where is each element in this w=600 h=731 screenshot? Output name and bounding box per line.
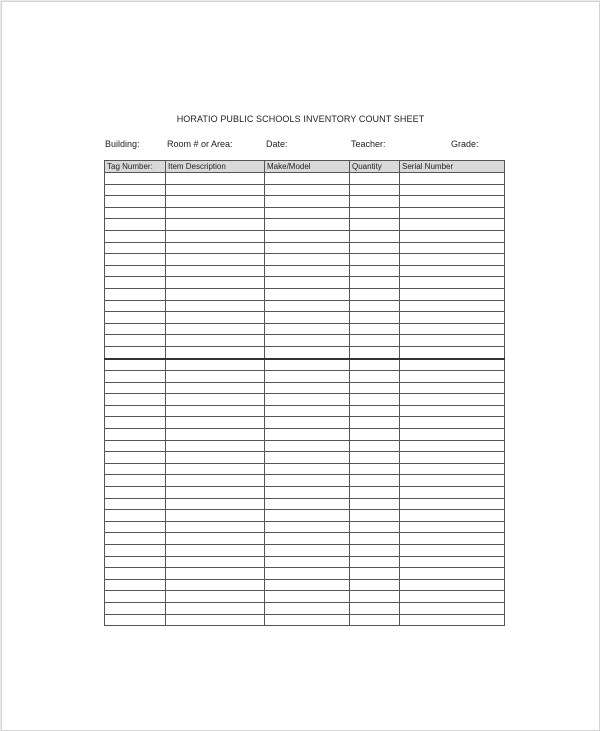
make-model-cell <box>265 184 350 196</box>
tag-number-cell <box>105 405 166 417</box>
make-model-cell <box>265 510 350 522</box>
serial-number-cell <box>400 602 505 614</box>
make-model-cell <box>265 173 350 185</box>
make-model-cell <box>265 463 350 475</box>
table-row <box>105 475 505 487</box>
item-description-cell <box>166 545 265 557</box>
item-description-cell <box>166 288 265 300</box>
make-model-cell <box>265 277 350 289</box>
table-row <box>105 579 505 591</box>
make-model-cell <box>265 230 350 242</box>
quantity-cell <box>350 359 400 371</box>
make-model-cell <box>265 417 350 429</box>
tag-number-cell <box>105 196 166 208</box>
tag-number-cell <box>105 323 166 335</box>
table-row <box>105 602 505 614</box>
table-row <box>105 265 505 277</box>
table-row <box>105 521 505 533</box>
tag-number-cell <box>105 487 166 499</box>
quantity-cell <box>350 429 400 441</box>
make-model-cell <box>265 602 350 614</box>
make-model-cell <box>265 382 350 394</box>
table-row <box>105 591 505 603</box>
make-model-cell <box>265 359 350 371</box>
tag-number-cell <box>105 382 166 394</box>
tag-number-cell <box>105 602 166 614</box>
quantity-cell <box>350 288 400 300</box>
make-model-cell <box>265 475 350 487</box>
table-row <box>105 335 505 347</box>
table-row <box>105 277 505 289</box>
serial-number-cell <box>400 614 505 626</box>
item-description-cell <box>166 265 265 277</box>
serial-number-cell <box>400 230 505 242</box>
item-description-cell <box>166 173 265 185</box>
serial-number-cell <box>400 533 505 545</box>
serial-number-cell <box>400 568 505 580</box>
tag-number-cell <box>105 335 166 347</box>
table-row <box>105 288 505 300</box>
tag-number-cell <box>105 591 166 603</box>
tag-number-cell <box>105 346 166 358</box>
make-model-cell <box>265 429 350 441</box>
tag-number-cell <box>105 521 166 533</box>
quantity-cell <box>350 498 400 510</box>
serial-number-cell <box>400 440 505 452</box>
quantity-cell <box>350 173 400 185</box>
make-model-cell <box>265 265 350 277</box>
tag-number-cell <box>105 300 166 312</box>
serial-number-cell <box>400 394 505 406</box>
tag-number-header: Tag Number: <box>105 161 166 173</box>
quantity-cell <box>350 463 400 475</box>
make-model-cell <box>265 579 350 591</box>
quantity-cell <box>350 335 400 347</box>
quantity-cell <box>350 300 400 312</box>
inventory-table <box>104 160 505 626</box>
table-header-row <box>105 161 505 173</box>
quantity-cell <box>350 219 400 231</box>
quantity-cell <box>350 568 400 580</box>
tag-number-cell <box>105 173 166 185</box>
item-description-cell <box>166 602 265 614</box>
item-description-cell <box>166 382 265 394</box>
table-row <box>105 219 505 231</box>
make-model-cell <box>265 545 350 557</box>
serial-number-cell <box>400 173 505 185</box>
item-description-cell <box>166 230 265 242</box>
table-row <box>105 382 505 394</box>
quantity-cell <box>350 579 400 591</box>
item-description-cell <box>166 323 265 335</box>
quantity-cell <box>350 417 400 429</box>
serial-number-cell <box>400 429 505 441</box>
tag-number-cell <box>105 579 166 591</box>
table-row <box>105 184 505 196</box>
make-model-cell <box>265 300 350 312</box>
tag-number-cell <box>105 463 166 475</box>
quantity-cell <box>350 440 400 452</box>
table-row <box>105 371 505 383</box>
tag-number-cell <box>105 207 166 219</box>
item-description-cell <box>166 300 265 312</box>
quantity-cell <box>350 510 400 522</box>
serial-number-cell <box>400 452 505 464</box>
tag-number-cell <box>105 452 166 464</box>
table-row <box>105 394 505 406</box>
item-description-cell <box>166 440 265 452</box>
quantity-cell <box>350 475 400 487</box>
quantity-cell <box>350 346 400 358</box>
make-model-cell <box>265 614 350 626</box>
quantity-cell <box>350 184 400 196</box>
item-description-cell <box>166 277 265 289</box>
item-description-cell <box>166 405 265 417</box>
item-description-cell <box>166 417 265 429</box>
item-description-cell <box>166 359 265 371</box>
serial-number-cell <box>400 417 505 429</box>
tag-number-cell <box>105 417 166 429</box>
serial-number-cell <box>400 184 505 196</box>
teacher-label: Teacher: <box>351 139 386 149</box>
make-model-cell <box>265 498 350 510</box>
item-description-cell <box>166 196 265 208</box>
item-description-cell <box>166 463 265 475</box>
tag-number-cell <box>105 568 166 580</box>
serial-number-cell <box>400 498 505 510</box>
room-area-label: Room # or Area: <box>167 139 233 149</box>
table-row <box>105 417 505 429</box>
tag-number-cell <box>105 312 166 324</box>
table-row <box>105 545 505 557</box>
serial-number-cell <box>400 475 505 487</box>
serial-number-cell <box>400 300 505 312</box>
item-description-cell <box>166 219 265 231</box>
tag-number-cell <box>105 440 166 452</box>
table-row <box>105 498 505 510</box>
make-model-cell <box>265 346 350 358</box>
item-description-header: Item Description <box>166 161 265 173</box>
quantity-cell <box>350 614 400 626</box>
tag-number-cell <box>105 394 166 406</box>
serial-number-cell <box>400 196 505 208</box>
serial-number-cell <box>400 254 505 266</box>
make-model-header: Make/Model <box>265 161 350 173</box>
serial-number-cell <box>400 242 505 254</box>
tag-number-cell <box>105 556 166 568</box>
quantity-cell <box>350 265 400 277</box>
serial-number-cell <box>400 312 505 324</box>
item-description-cell <box>166 242 265 254</box>
tag-number-cell <box>105 545 166 557</box>
item-description-cell <box>166 254 265 266</box>
item-description-cell <box>166 533 265 545</box>
make-model-cell <box>265 323 350 335</box>
quantity-cell <box>350 521 400 533</box>
document-page <box>1 1 600 731</box>
table-row <box>105 359 505 371</box>
tag-number-cell <box>105 254 166 266</box>
make-model-cell <box>265 394 350 406</box>
quantity-cell <box>350 371 400 383</box>
quantity-cell <box>350 602 400 614</box>
serial-number-cell <box>400 463 505 475</box>
serial-number-cell <box>400 382 505 394</box>
quantity-cell <box>350 277 400 289</box>
table-row <box>105 510 505 522</box>
table-row <box>105 323 505 335</box>
table-row <box>105 440 505 452</box>
make-model-cell <box>265 371 350 383</box>
tag-number-cell <box>105 371 166 383</box>
table-row <box>105 556 505 568</box>
table-row <box>105 533 505 545</box>
serial-number-cell <box>400 371 505 383</box>
tag-number-cell <box>105 184 166 196</box>
make-model-cell <box>265 487 350 499</box>
item-description-cell <box>166 487 265 499</box>
make-model-cell <box>265 335 350 347</box>
serial-number-cell <box>400 265 505 277</box>
make-model-cell <box>265 533 350 545</box>
tag-number-cell <box>105 242 166 254</box>
tag-number-cell <box>105 288 166 300</box>
tag-number-cell <box>105 359 166 371</box>
table-row <box>105 173 505 185</box>
quantity-cell <box>350 196 400 208</box>
serial-number-cell <box>400 521 505 533</box>
quantity-cell <box>350 533 400 545</box>
table-row <box>105 254 505 266</box>
quantity-cell <box>350 230 400 242</box>
item-description-cell <box>166 371 265 383</box>
item-description-cell <box>166 591 265 603</box>
quantity-cell <box>350 487 400 499</box>
item-description-cell <box>166 184 265 196</box>
make-model-cell <box>265 568 350 580</box>
quantity-cell <box>350 452 400 464</box>
item-description-cell <box>166 556 265 568</box>
item-description-cell <box>166 568 265 580</box>
make-model-cell <box>265 452 350 464</box>
serial-number-cell <box>400 545 505 557</box>
item-description-cell <box>166 521 265 533</box>
item-description-cell <box>166 312 265 324</box>
quantity-cell <box>350 556 400 568</box>
serial-number-cell <box>400 579 505 591</box>
serial-number-cell <box>400 359 505 371</box>
serial-number-header: Serial Number <box>400 161 505 173</box>
serial-number-cell <box>400 323 505 335</box>
make-model-cell <box>265 405 350 417</box>
table-row <box>105 207 505 219</box>
tag-number-cell <box>105 614 166 626</box>
quantity-header: Quantity <box>350 161 400 173</box>
make-model-cell <box>265 440 350 452</box>
serial-number-cell <box>400 510 505 522</box>
serial-number-cell <box>400 346 505 358</box>
make-model-cell <box>265 207 350 219</box>
item-description-cell <box>166 475 265 487</box>
make-model-cell <box>265 219 350 231</box>
tag-number-cell <box>105 277 166 289</box>
table-row <box>105 463 505 475</box>
item-description-cell <box>166 394 265 406</box>
make-model-cell <box>265 288 350 300</box>
table-row <box>105 452 505 464</box>
tag-number-cell <box>105 219 166 231</box>
quantity-cell <box>350 207 400 219</box>
quantity-cell <box>350 242 400 254</box>
item-description-cell <box>166 207 265 219</box>
table-row <box>105 230 505 242</box>
make-model-cell <box>265 196 350 208</box>
item-description-cell <box>166 498 265 510</box>
tag-number-cell <box>105 533 166 545</box>
serial-number-cell <box>400 207 505 219</box>
table-row <box>105 196 505 208</box>
make-model-cell <box>265 556 350 568</box>
quantity-cell <box>350 254 400 266</box>
tag-number-cell <box>105 429 166 441</box>
serial-number-cell <box>400 556 505 568</box>
make-model-cell <box>265 242 350 254</box>
quantity-cell <box>350 394 400 406</box>
table-row <box>105 312 505 324</box>
item-description-cell <box>166 614 265 626</box>
make-model-cell <box>265 591 350 603</box>
serial-number-cell <box>400 591 505 603</box>
table-row <box>105 429 505 441</box>
quantity-cell <box>350 405 400 417</box>
serial-number-cell <box>400 219 505 231</box>
table-row <box>105 405 505 417</box>
tag-number-cell <box>105 475 166 487</box>
table-body <box>105 173 505 626</box>
table-row <box>105 242 505 254</box>
date-label: Date: <box>266 139 288 149</box>
table-row <box>105 300 505 312</box>
table-row <box>105 487 505 499</box>
quantity-cell <box>350 545 400 557</box>
item-description-cell <box>166 452 265 464</box>
serial-number-cell <box>400 288 505 300</box>
item-description-cell <box>166 429 265 441</box>
quantity-cell <box>350 591 400 603</box>
table-row <box>105 346 505 358</box>
building-label: Building: <box>105 139 140 149</box>
quantity-cell <box>350 382 400 394</box>
serial-number-cell <box>400 277 505 289</box>
quantity-cell <box>350 312 400 324</box>
item-description-cell <box>166 510 265 522</box>
item-description-cell <box>166 579 265 591</box>
tag-number-cell <box>105 265 166 277</box>
page-title: HORATIO PUBLIC SCHOOLS INVENTORY COUNT SHEET <box>176 114 425 124</box>
quantity-cell <box>350 323 400 335</box>
item-description-cell <box>166 346 265 358</box>
make-model-cell <box>265 312 350 324</box>
header-fields <box>2 139 599 151</box>
tag-number-cell <box>105 510 166 522</box>
make-model-cell <box>265 521 350 533</box>
serial-number-cell <box>400 405 505 417</box>
table-row <box>105 568 505 580</box>
grade-label: Grade: <box>451 139 479 149</box>
serial-number-cell <box>400 335 505 347</box>
item-description-cell <box>166 335 265 347</box>
make-model-cell <box>265 254 350 266</box>
serial-number-cell <box>400 487 505 499</box>
table-row <box>105 614 505 626</box>
tag-number-cell <box>105 230 166 242</box>
tag-number-cell <box>105 498 166 510</box>
